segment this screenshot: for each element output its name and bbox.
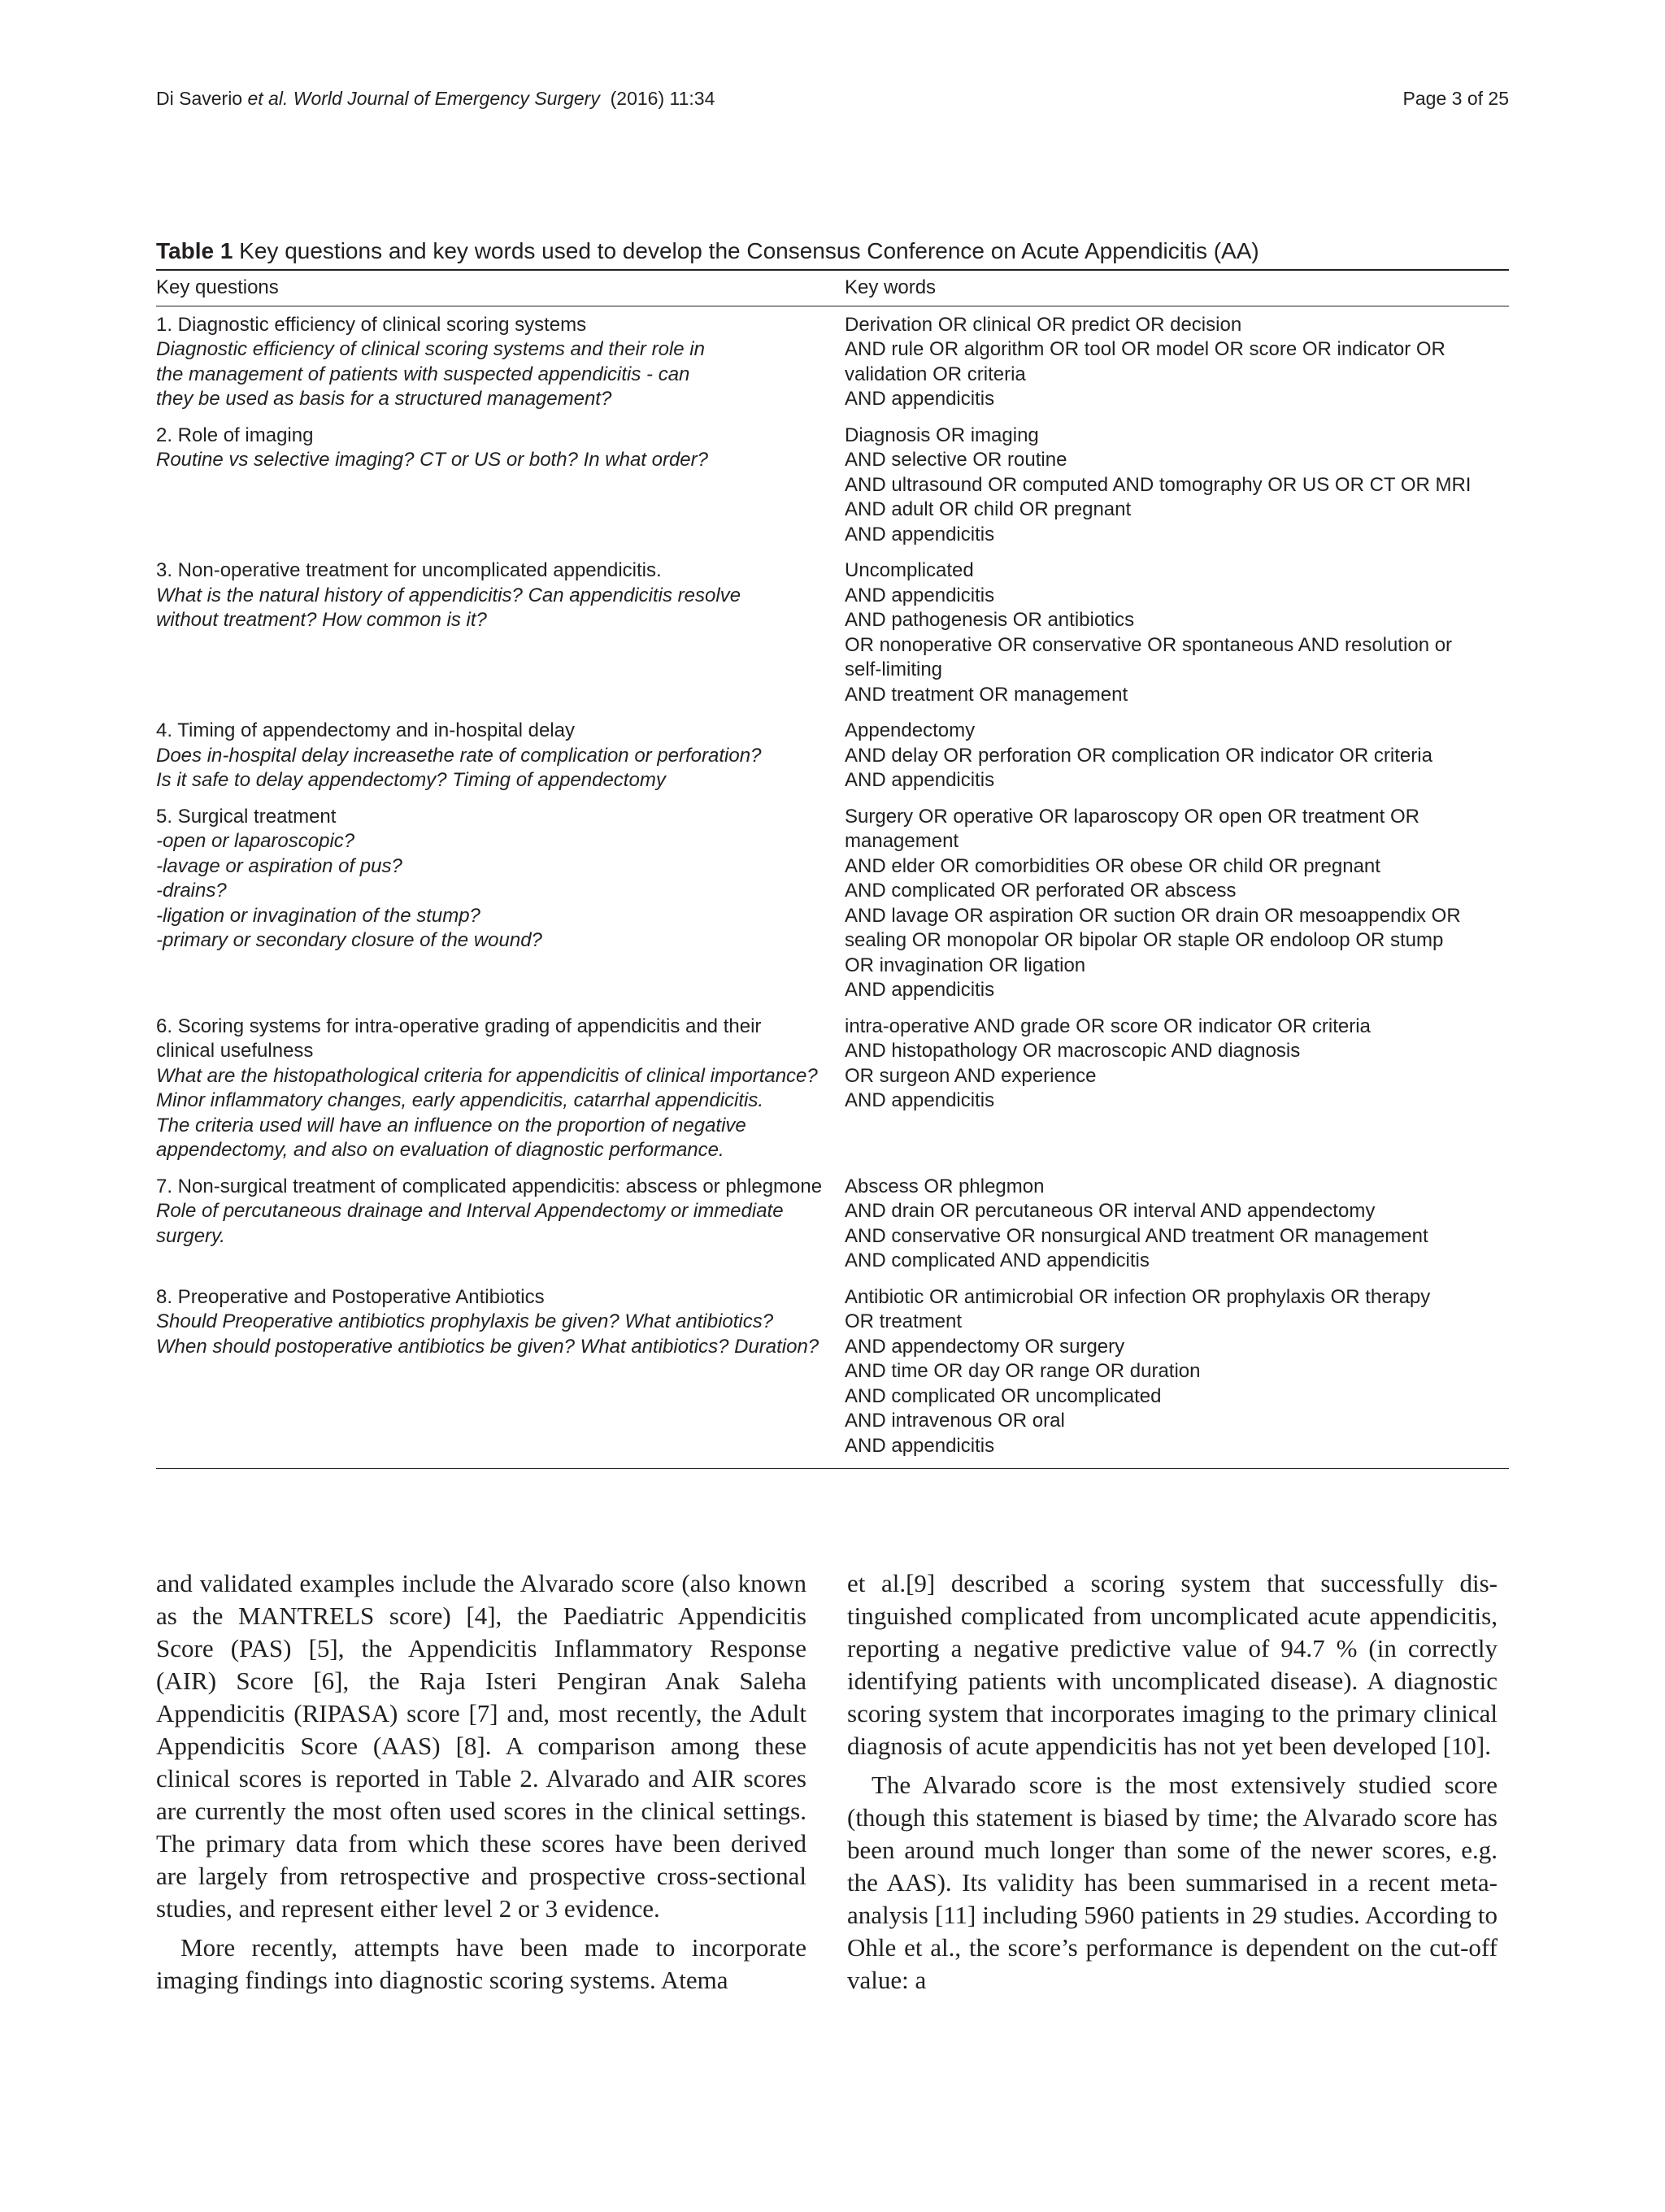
table-row (156, 306, 1509, 417)
key-words-cell (845, 558, 1509, 707)
body-column-left (156, 1567, 806, 2003)
key-words-line: AND complicated AND appendicitis (845, 1249, 1150, 1271)
page-number: Page 3 of 25 (1402, 88, 1509, 109)
key-words-line: AND rule OR algorithm OR tool OR model OR score OR indicator OR (845, 338, 1445, 360)
key-words-line: AND intravenous OR oral (845, 1410, 1065, 1432)
question-detail-line: Should Preoperative antibiotics prophylaxis be given? What antibiotics? (156, 1310, 774, 1332)
key-words-line: AND appendectomy OR surgery (845, 1335, 1125, 1358)
key-words-line: Appendectomy (845, 719, 976, 741)
key-words-line: self-limiting (845, 658, 943, 680)
key-words-line: AND drain OR percutaneous OR interval AND appendectomy (845, 1200, 1376, 1222)
question-detail-line: The criteria used will have an influence on the proportion of negative (156, 1114, 746, 1136)
key-words-line: OR nonoperative OR conservative OR spontaneous AND resolution or (845, 633, 1453, 656)
key-words-line: AND adult OR child OR pregnant (845, 498, 1132, 520)
key-words-line: AND complicated OR perforated OR abscess (845, 880, 1237, 902)
question-title-line: 7. Non-surgical treatment of complicated appendicitis: abscess or phlegmone (156, 1175, 823, 1197)
question-detail-line: Does in-hospital delay increasethe rate of complication or perforation? (156, 744, 762, 767)
key-words-line: AND appendicitis (845, 1434, 995, 1457)
key-question-cell (156, 719, 845, 793)
table-row (156, 417, 1509, 553)
question-detail-line: -ligation or invagination of the stump? (156, 904, 480, 927)
key-words-line: Diagnosis OR imaging (845, 424, 1039, 446)
question-detail-line: -lavage or aspiration of pus? (156, 854, 402, 877)
question-detail-line: -open or laparoscopic? (156, 830, 355, 852)
question-title-line: 4. Timing of appendectomy and in-hospital delay (156, 719, 575, 741)
body-column-right (847, 1567, 1498, 2003)
table-row (156, 712, 1509, 798)
table-body (156, 306, 1509, 1469)
key-words-line: Surgery OR operative OR laparoscopy OR open OR treatment OR (845, 805, 1419, 828)
key-words-line: AND complicated OR uncomplicated (845, 1384, 1162, 1407)
table-row (156, 798, 1509, 1008)
question-detail-line: -primary or secondary closure of the wound? (156, 929, 542, 951)
running-head-etal: et al. (247, 88, 289, 109)
page-header (156, 88, 1509, 120)
question-detail-line: What are the histopathological criteria for appendicitis of clinical importance? (156, 1064, 818, 1087)
key-words-line: OR treatment (845, 1310, 963, 1332)
key-words-cell (845, 1285, 1509, 1459)
question-detail-line: Diagnostic efficiency of clinical scoring systems and their role in (156, 338, 705, 360)
key-question-cell (156, 1015, 845, 1163)
running-head-journal: World Journal of Emergency Surgery (288, 88, 600, 109)
question-detail-line: appendectomy, and also on evaluation of diagnostic performance. (156, 1139, 724, 1161)
key-words-line: AND histopathology OR macroscopic AND diagnosis (845, 1040, 1301, 1062)
question-detail-line: -drains? (156, 880, 227, 902)
body-paragraph: More recently, attempts have been made to incorporate imaging findings into diagnostic scoring systems. Atema (156, 1933, 806, 1994)
question-detail-line: without treatment? How common is it? (156, 609, 487, 631)
question-title-line: 8. Preoperative and Postoperative Antibiotics (156, 1285, 545, 1308)
key-words-line: AND appendicitis (845, 1089, 995, 1111)
table-row (156, 1279, 1509, 1469)
table-row (156, 1008, 1509, 1168)
question-title-line: 2. Role of imaging (156, 424, 314, 446)
key-words-cell (845, 1015, 1509, 1163)
question-detail-line: Minor inflammatory changes, early appendicitis, catarrhal appendicitis. (156, 1089, 764, 1111)
table-1 (156, 237, 1509, 1469)
key-words-line: sealing OR monopolar OR bipolar OR staple OR endoloop OR stump (845, 929, 1444, 951)
key-words-line: validation OR criteria (845, 363, 1026, 385)
question-detail-line: When should postoperative antibiotics be given? What antibiotics? Duration? (156, 1335, 819, 1358)
running-head-authors: Di Saverio (156, 88, 248, 109)
key-words-line: Antibiotic OR antimicrobial OR infection OR prophylaxis OR therapy (845, 1285, 1431, 1308)
body-paragraph: and validated examples include the Alvarado score (also known as the MANTRELS score) [4], the Paediatric Appendicitis Score (PAS) [5], the Appendicitis Inflammatory Response (AIR) Score [6], the Raja Isteri Pengiran Anak Saleha Appendicitis (RIPASA) score [7] and, most recently, the Adult Appendicitis Score (AAS) [8]. A comparison among these clinical scores is reported in Table 2. Alvarado and AIR scores are currently the most often used scores in the clinical settings. The primary data from which these scores have been derived are largely from retrospective and prospective cross-sectional studies, and represent either level 2 or 3 evidence. (156, 1569, 806, 1923)
key-words-line: intra-operative AND grade OR score OR indicator OR criteria (845, 1015, 1371, 1037)
key-words-line: AND appendicitis (845, 584, 995, 606)
key-words-line: AND lavage OR aspiration OR suction OR drain OR mesoappendix OR (845, 904, 1461, 927)
key-words-line: AND appendicitis (845, 769, 995, 791)
table-caption-text: Key questions and key words used to develop the Consensus Conference on Acute Appendicitis (AA) (233, 238, 1259, 263)
key-words-line: AND selective OR routine (845, 449, 1067, 471)
key-words-line: management (845, 830, 959, 852)
question-title-line: 3. Non-operative treatment for uncomplicated appendicitis. (156, 559, 662, 581)
key-words-cell (845, 313, 1509, 412)
question-title-line: clinical usefulness (156, 1040, 314, 1062)
key-question-cell (156, 558, 845, 707)
key-words-line: Derivation OR clinical OR predict OR decision (845, 313, 1242, 336)
key-words-line: AND appendicitis (845, 388, 995, 410)
column-header-key-questions: Key questions (156, 276, 279, 298)
table-header-row (156, 271, 1509, 306)
key-words-line: AND elder OR comorbidities OR obese OR child OR pregnant (845, 854, 1380, 877)
key-words-cell (845, 719, 1509, 793)
key-words-cell (845, 424, 1509, 548)
key-words-cell (845, 1175, 1509, 1274)
key-words-line: Abscess OR phlegmon (845, 1175, 1045, 1197)
key-question-cell (156, 313, 845, 412)
column-header-key-words: Key words (845, 276, 937, 298)
key-question-cell (156, 1175, 845, 1274)
key-words-line: AND conservative OR nonsurgical AND treatment OR management (845, 1224, 1428, 1247)
key-question-cell (156, 1285, 845, 1459)
key-words-line: AND treatment OR management (845, 683, 1128, 706)
question-title-line: 1. Diagnostic efficiency of clinical scoring systems (156, 313, 587, 336)
key-words-line: OR surgeon AND experience (845, 1064, 1097, 1087)
table-caption (156, 237, 1509, 265)
key-words-line: AND appendicitis (845, 523, 995, 545)
body-paragraph: The Alvarado score is the most extensively studied score (though this statement is biased by time; the Alvarado score has been around much longer than some of the newer scores, e.g. the AAS). Its validity has been summarised in a recent meta-analysis [11] including 5960 patients in 29 studies. According to Ohle et al., the score’s performance is dependent on the cut-off value: a (847, 1771, 1498, 1994)
body-paragraph: et al.[9] described a scoring system that successfully distinguished complicated from uncomplicated acute appendicitis, reporting a negative predictive value of 94.7 % (in correctly identifying patients with uncomplicated disease). A diagnostic scoring system that incorporates imaging to the primary clinical diagnosis of acute appendicitis has not yet been developed [10]. (847, 1569, 1498, 1760)
key-question-cell (156, 805, 845, 1003)
question-title-line: 6. Scoring systems for intra-operative grading of appendicitis and their (156, 1015, 762, 1037)
running-head (156, 88, 715, 110)
key-words-line: AND time OR day OR range OR duration (845, 1360, 1201, 1382)
key-words-line: Uncomplicated (845, 559, 974, 581)
question-title-line: 5. Surgical treatment (156, 805, 337, 828)
table-label: Table 1 (156, 238, 233, 263)
table-row (156, 552, 1509, 712)
key-question-cell (156, 424, 845, 548)
key-words-line: AND appendicitis (845, 979, 995, 1001)
question-detail-line: the management of patients with suspected appendicitis - can (156, 363, 690, 385)
key-words-line: AND delay OR perforation OR complication OR indicator OR criteria (845, 744, 1432, 767)
key-words-cell (845, 805, 1509, 1003)
question-detail-line: they be used as basis for a structured management? (156, 388, 612, 410)
question-detail-line: Routine vs selective imaging? CT or US or both? In what order? (156, 449, 708, 471)
key-words-line: AND pathogenesis OR antibiotics (845, 609, 1135, 631)
key-words-line: OR invagination OR ligation (845, 954, 1086, 976)
table-bottom-rule (156, 1468, 1509, 1469)
question-detail-line: surgery. (156, 1224, 225, 1247)
key-words-line: AND ultrasound OR computed AND tomography OR US OR CT OR MRI (845, 473, 1472, 496)
table-row (156, 1168, 1509, 1279)
question-detail-line: What is the natural history of appendicitis? Can appendicitis resolve (156, 584, 741, 606)
question-detail-line: Role of percutaneous drainage and Interval Appendectomy or immediate (156, 1200, 784, 1222)
question-detail-line: Is it safe to delay appendectomy? Timing of appendectomy (156, 769, 666, 791)
running-head-citation: (2016) 11:34 (599, 88, 715, 109)
